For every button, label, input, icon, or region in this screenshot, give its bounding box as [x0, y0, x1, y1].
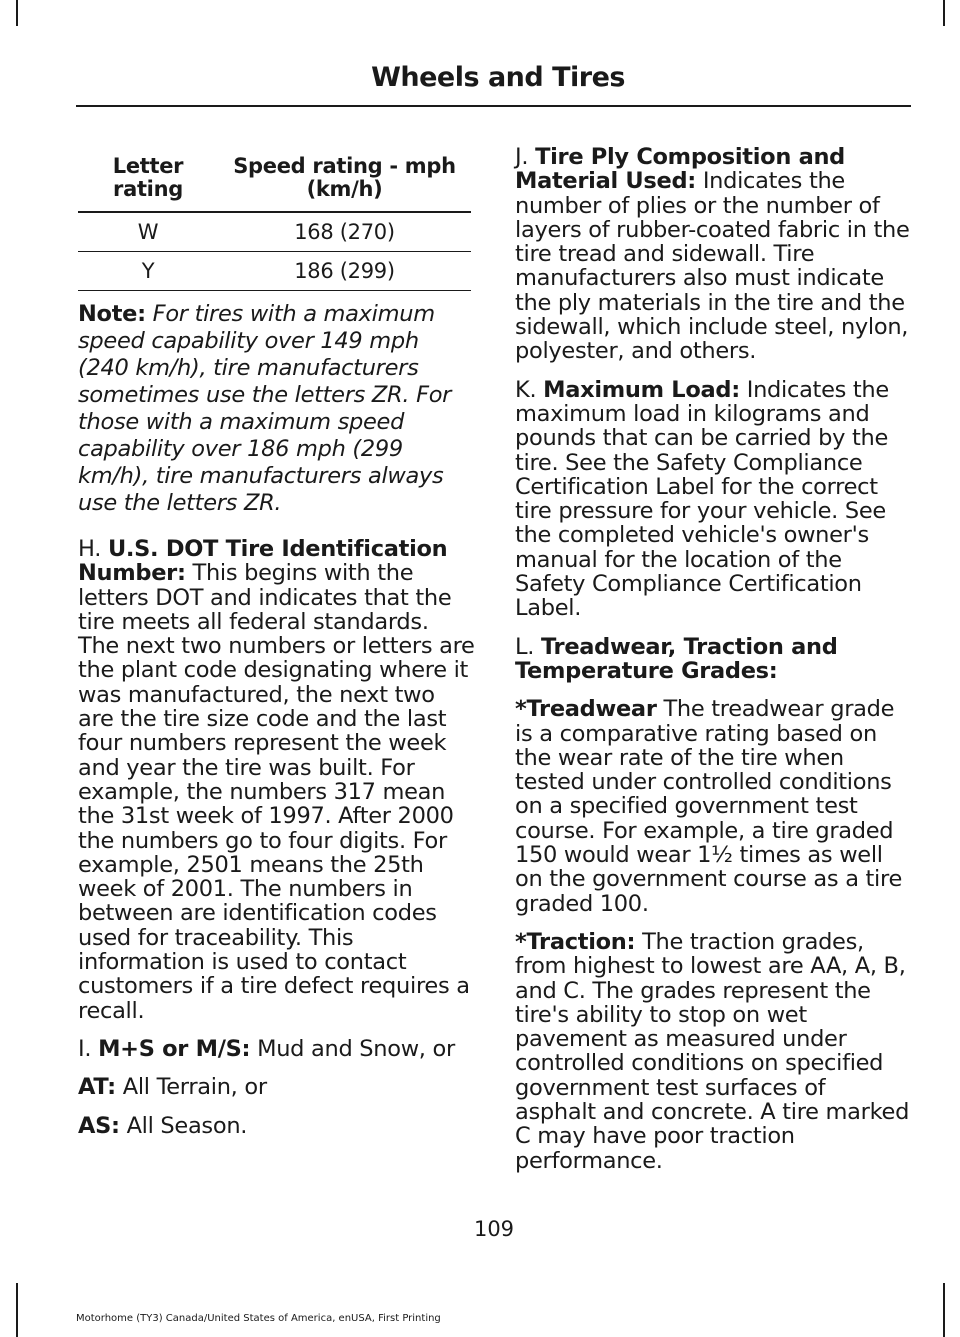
speed-rating-header: Speed rating - mph (km/h)	[218, 145, 471, 212]
note-paragraph	[78, 301, 475, 517]
header-divider	[76, 105, 911, 107]
section-l-title: Treadwear, Traction and Temperature Grades:	[515, 633, 838, 684]
section-at-title: AT:	[78, 1074, 116, 1101]
note-label: Note:	[78, 301, 146, 327]
letter-cell: Y	[78, 252, 218, 291]
section-k-title: Maximum Load:	[543, 376, 740, 403]
section-i-prefix: I.	[78, 1035, 92, 1062]
traction-text: The traction grades, from highest to lowest are AA, A, B, and C. The grades represent the tire's ability to stop on wet pavement as measured under controlled conditions on specified government test surfaces of asphalt and concrete. A tire marked C may have poor traction performance.	[515, 928, 910, 1174]
section-h-text: This begins with the letters DOT and indicates that the tire meets all federal standards. The next two numbers or letters are the plant code designating where it was manufactured, the next two are the tire size code and the last four numbers represent the week and year the tire was built. For example, the numbers 317 mean the 31st week of 1997. After 2000 the numbers go to four digits. For example, 2501 means the 25th week of 2001. The numbers in between are identification codes used for traceability. This information is used to contact customers if a tire defect requires a recall.	[78, 560, 475, 1024]
section-i	[78, 1037, 475, 1061]
crop-mark-top-right	[943, 0, 945, 26]
section-at	[78, 1075, 475, 1099]
section-h-prefix: H.	[78, 536, 102, 562]
speed-cell: 186 (299)	[218, 252, 471, 291]
publication-footer: Motorhome (TY3) Canada/United States of America, enUSA, First Printing	[76, 1313, 441, 1324]
section-as-text: All Season.	[126, 1112, 248, 1139]
section-as	[78, 1114, 475, 1138]
table-row	[78, 212, 471, 252]
table-row	[78, 252, 471, 291]
treadwear-title: *Treadwear	[515, 696, 657, 723]
page-number: 109	[473, 1217, 515, 1241]
section-as-title: AS:	[78, 1112, 120, 1139]
section-at-text: All Terrain, or	[122, 1074, 267, 1101]
letter-rating-header: Letter rating	[78, 145, 218, 212]
page-title: Wheels and Tires	[371, 62, 625, 93]
section-l-prefix: L.	[515, 633, 535, 660]
section-i-title: M+S or M/S:	[98, 1035, 251, 1062]
section-k	[515, 378, 911, 621]
traction-paragraph	[515, 930, 911, 1173]
note-text: For tires with a maximum speed capability over 149 mph (240 km/h), tire manufacturers sometimes use the letters ZR. For those with a maximum speed capability over 186 mph (299 km/h), tire manufacturers always use the letters ZR.	[78, 301, 452, 516]
speed-cell: 168 (270)	[218, 212, 471, 252]
section-k-prefix: K.	[515, 376, 537, 403]
crop-mark-top-left	[16, 0, 18, 26]
section-j-title: Tire Ply Composition and Material Used:	[515, 144, 845, 195]
crop-mark-bottom-left	[16, 1283, 18, 1337]
crop-mark-bottom-right	[943, 1283, 945, 1337]
section-l	[515, 635, 911, 684]
traction-title: *Traction:	[515, 928, 636, 955]
letter-cell: W	[78, 212, 218, 252]
right-column	[515, 145, 911, 1187]
table-header-row	[78, 145, 471, 212]
section-k-text: Indicates the maximum load in kilograms and pounds that can be carried by the tire. See the Safety Compliance Certification Label for the correct tire pressure for your vehicle. See the completed vehicle's owner's manual for the location of the Safety Compliance Certification Label.	[515, 376, 889, 622]
section-j-text: Indicates the number of plies or the number of layers of rubber-coated fabric in the tire tread and sidewall. Tire manufacturers also must indicate the ply materials in the tire and the sidewall, which include steel, nylon, polyester, and others.	[515, 168, 910, 365]
section-j	[515, 145, 911, 364]
section-h	[78, 537, 475, 1023]
treadwear-paragraph	[515, 697, 911, 916]
treadwear-text: The treadwear grade is a comparative rating based on the wear rate of the tire when tested under controlled conditions on a specified government test course. For example, a tire graded 150 would wear 1½ times as well on the government course as a tire graded 100.	[515, 696, 903, 917]
speed-rating-table	[78, 145, 471, 291]
left-column	[78, 145, 475, 1152]
section-h-title: U.S. DOT Tire Identification Number:	[78, 536, 448, 587]
section-i-text: Mud and Snow, or	[257, 1035, 455, 1062]
section-j-prefix: J.	[515, 144, 529, 170]
